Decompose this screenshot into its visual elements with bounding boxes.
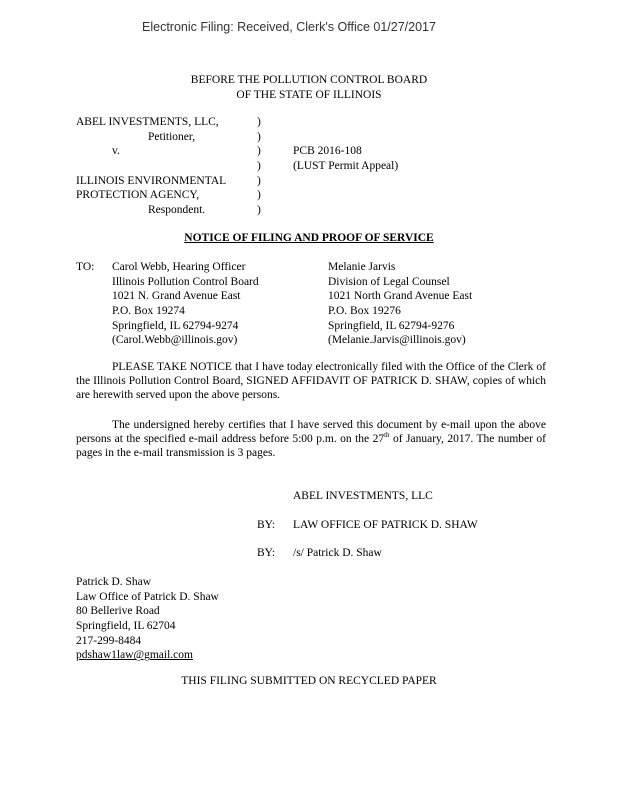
- recipient-right-pobox: P.O. Box 19276: [328, 305, 401, 318]
- board-heading-line2: OF THE STATE OF ILLINOIS: [236, 89, 382, 101]
- recipient-right-email: (Melanie.Jarvis@illinois.gov): [328, 334, 466, 347]
- recycled-paper-footer: THIS FILING SUBMITTED ON RECYCLED PAPER: [181, 675, 437, 687]
- filing-stamp: Electronic Filing: Received, Clerk's Office 01/27/2017: [142, 20, 436, 34]
- attorney-name: Patrick D. Shaw: [76, 576, 152, 588]
- recipient-left-org: Illinois Pollution Control Board: [112, 275, 259, 288]
- certification-paragraph: The undersigned hereby certifies that I have served this document by e-mail upon the above persons at the specified e-mail address before 5:00 p.m. on the 27th of January, 2017. The number of pages in the e-mail transmission is 3 pages.: [76, 419, 546, 459]
- attorney-email-link[interactable]: pdshaw1law@gmail.com: [76, 649, 193, 662]
- recipient-right-city: Springfield, IL 62794-9276: [328, 319, 455, 332]
- respondent-name-line2: PROTECTION AGENCY,: [76, 189, 200, 202]
- signature-party: ABEL INVESTMENTS, LLC: [293, 490, 433, 502]
- signature-firm: LAW OFFICE OF PATRICK D. SHAW: [293, 519, 478, 531]
- attorney-city: Springfield, IL 62704: [76, 620, 176, 633]
- attorney-phone: 217-299-8484: [76, 634, 142, 647]
- attorney-street: 80 Bellerive Road: [76, 605, 160, 618]
- versus-label: v.: [112, 145, 120, 158]
- recipient-left-name: Carol Webb, Hearing Officer: [112, 261, 246, 273]
- by-label-2: BY:: [257, 547, 276, 559]
- board-heading-line1: BEFORE THE POLLUTION CONTROL BOARD: [190, 74, 428, 86]
- notice-paragraph: PLEASE TAKE NOTICE that I have today electronically filed with the Office of the Clerk of the Illinois Pollution Control Board, SIGNED AFFIDAVIT OF PATRICK D. SHAW, copies of which are herewith served upon the above persons.: [76, 361, 546, 401]
- attorney-block: [76, 575, 219, 663]
- recipient-left-pobox: P.O. Box 19274: [112, 305, 185, 318]
- respondent-name-line1: ILLINOIS ENVIRONMENTAL: [76, 174, 227, 187]
- recipient-left-street: 1021 N. Grand Avenue East: [112, 290, 241, 303]
- to-label: TO:: [76, 261, 95, 273]
- recipient-right-org: Division of Legal Counsel: [328, 275, 450, 288]
- recipient-left-email: (Carol.Webb@illinois.gov): [112, 334, 238, 347]
- case-number: PCB 2016-108: [293, 145, 362, 157]
- by-label-1: BY:: [257, 519, 276, 531]
- recipient-right-street: 1021 North Grand Avenue East: [328, 290, 473, 303]
- attorney-firm: Law Office of Patrick D. Shaw: [76, 590, 219, 603]
- caption-parens: ) ) ) ) ) ) ): [257, 116, 261, 217]
- caption-left: [76, 115, 226, 218]
- respondent-label: Respondent.: [148, 204, 206, 217]
- petitioner-label: Petitioner,: [148, 130, 196, 143]
- case-type: (LUST Permit Appeal): [293, 160, 399, 172]
- recipient-left: [112, 260, 259, 348]
- petitioner-name: ABEL INVESTMENTS, LLC,: [76, 116, 219, 128]
- recipient-right-name: Melanie Jarvis: [328, 261, 396, 273]
- recipient-left-city: Springfield, IL 62794-9274: [112, 319, 239, 332]
- signature-signer: /s/ Patrick D. Shaw: [293, 547, 382, 559]
- notice-title: NOTICE OF FILING AND PROOF OF SERVICE: [184, 232, 434, 244]
- recipient-right: [328, 260, 472, 348]
